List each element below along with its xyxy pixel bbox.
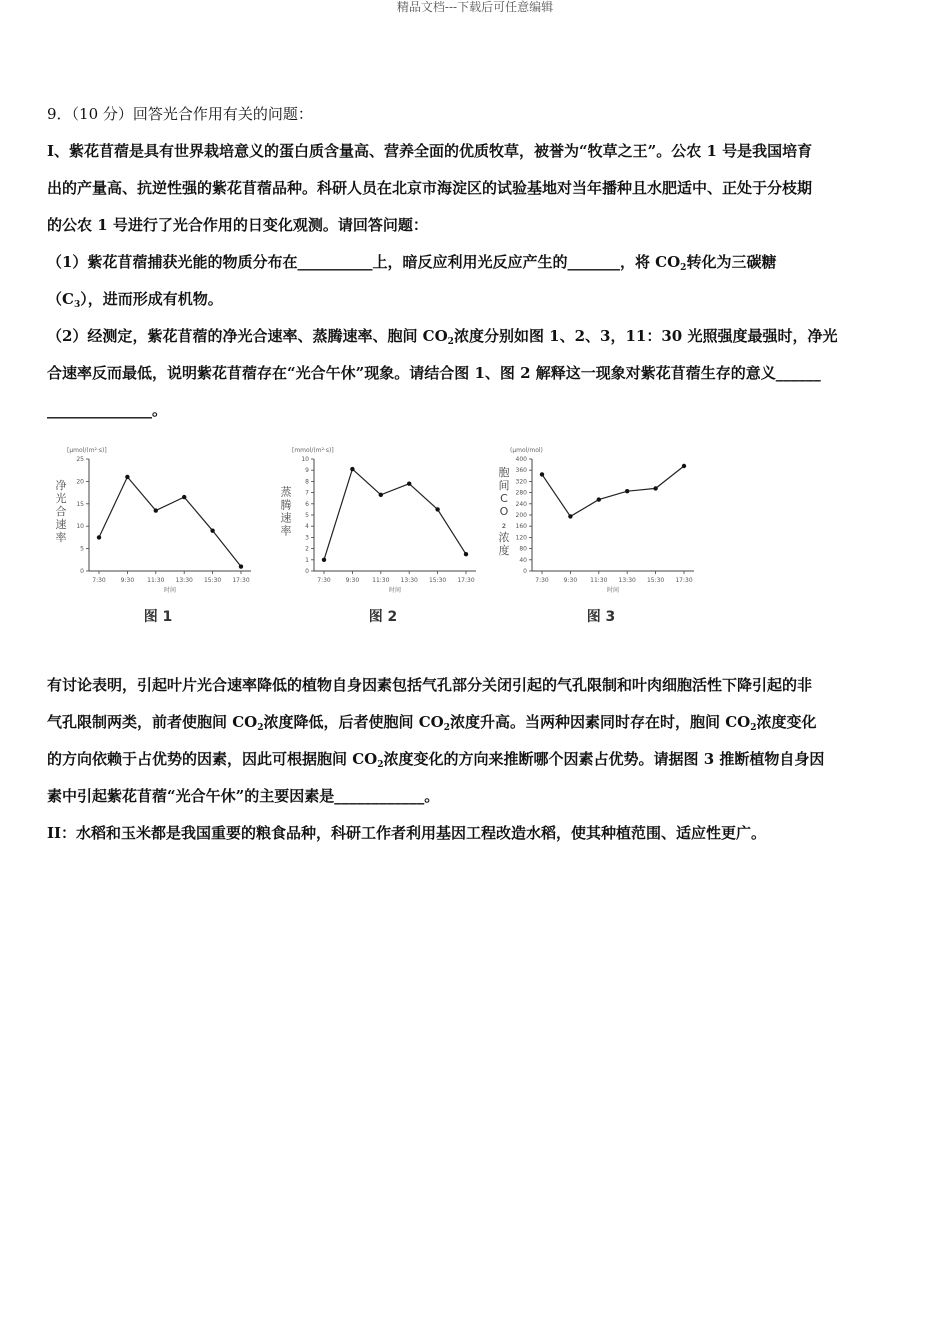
y-tick-label: 80 (519, 545, 527, 553)
figure-row (47, 443, 907, 665)
y-tick-label: 4 (305, 523, 309, 531)
x-tick-label: 13:30 (175, 577, 193, 584)
text-line: II：水稻和玉米都是我国重要的粮食品种，科研工作者利用基因工程改造水稻，使其种植范围、适应性更广。 (47, 824, 767, 842)
x-tick-label: 9:30 (120, 577, 135, 584)
y-tick-label: 15 (76, 500, 84, 508)
y-tick-label: 0 (80, 568, 84, 575)
y-tick-label: 10 (76, 523, 84, 531)
line-chart (276, 443, 486, 663)
y-tick-label: 0 (523, 568, 527, 575)
y-tick-label: 200 (515, 512, 527, 519)
y-axis-label-char: 率 (55, 531, 67, 544)
figure-2 (276, 443, 486, 667)
y-tick-label: 20 (76, 478, 84, 486)
line-chart (51, 443, 261, 663)
x-tick-label: 17:30 (232, 577, 250, 584)
y-tick-label: 320 (515, 478, 527, 486)
figure-3 (494, 443, 704, 667)
y-tick-label: 400 (515, 456, 527, 463)
y-tick-label: 10 (301, 456, 309, 463)
series-line (542, 466, 684, 516)
data-point (97, 535, 101, 539)
data-point (239, 564, 243, 568)
text-segment: 转化为三碳糖 (686, 253, 777, 271)
figure-caption: 图 3 (586, 609, 616, 625)
y-axis-label (499, 466, 510, 557)
y-axis-label-char: 腾 (280, 498, 292, 512)
data-point (568, 514, 572, 518)
y-axis-label-char: 速 (55, 518, 67, 531)
y-axis-label-char: C (500, 492, 508, 505)
y-axis-label-char: 蒸 (280, 485, 292, 499)
x-tick-label: 11:30 (372, 577, 390, 584)
text-line: ______________。 (47, 401, 168, 419)
x-tick-label: 13:30 (400, 577, 418, 584)
x-tick-label: 15:30 (203, 577, 222, 584)
y-unit-label: [μmol/(m²·s)] (67, 447, 107, 454)
y-axis-label-char: 速 (280, 511, 292, 525)
x-tick-label: 11:30 (590, 577, 608, 584)
y-unit-label: [mmol/(m²·s)] (292, 447, 334, 454)
y-axis-label-char: ₂ (501, 518, 507, 531)
y-tick-label: 5 (80, 545, 84, 553)
x-tick-label: 17:30 (675, 577, 693, 584)
y-tick-label: 120 (515, 534, 527, 542)
text-segment: 浓度变化 (756, 713, 817, 731)
x-tick-label: 13:30 (618, 577, 636, 584)
text-line: 出的产量高、抗逆性强的紫花苜蓿品种。科研人员在北京市海淀区的试验基地对当年播种且水肥适中、正处于分枝期 (47, 179, 813, 197)
line-chart (494, 443, 704, 663)
figure-caption: 图 2 (368, 609, 398, 625)
text-segment: 浓度降低，后者使胞间 CO (263, 713, 444, 731)
text-line: 合速率反而最低，说明紫花苜蓿存在“光合午休”现象。请结合图 1、图 2 解释这一现象对紫花苜蓿生存的意义______ (47, 364, 821, 382)
y-axis-label-char: 净 (55, 479, 67, 492)
x-tick-label: 11:30 (147, 577, 165, 584)
text-line (47, 741, 907, 778)
subquestion-1 (47, 244, 907, 281)
text-segment: 浓度分别如图 1、2、3，11：30 光照强度最强时，净光 (453, 327, 838, 345)
x-axis-label: 时间 (606, 587, 620, 594)
subquestion-2 (47, 318, 907, 355)
subscript: 2 (750, 723, 757, 733)
data-point (379, 493, 383, 497)
y-axis-label-char: 间 (498, 479, 510, 492)
text-segment: （1）紫花苜蓿捕获光能的物质分布在__________上，暗反应利用光反应产生的_______，将 CO (47, 253, 681, 271)
y-tick-label: 7 (305, 489, 309, 497)
text-segment: 浓度升高。当两种因素同时存在时，胞间 CO (450, 713, 751, 731)
subscript: 2 (443, 723, 450, 733)
y-unit-label: (μmol/mol) (510, 447, 543, 454)
data-point (210, 528, 214, 532)
y-tick-label: 3 (305, 534, 309, 542)
x-tick-label: 15:30 (646, 577, 665, 584)
y-axis-label-char: 合 (55, 505, 67, 518)
y-axis-label (281, 485, 292, 538)
data-point (540, 472, 544, 476)
text-segment: （2）经测定，紫花苜蓿的净光合速率、蒸腾速率、胞间 CO (47, 327, 448, 345)
y-tick-label: 8 (305, 478, 309, 486)
data-point (407, 481, 411, 485)
data-point (464, 552, 468, 556)
y-axis-label-char: 率 (280, 524, 292, 538)
data-point (653, 486, 657, 490)
text-line: 有讨论表明，引起叶片光合速率降低的植物自身因素包括气孔部分关闭引起的气孔限制和叶肉细胞活性下降引起的非 (47, 676, 813, 694)
text-line: 素中引起紫花苜蓿“光合午休”的主要因素是____________。 (47, 787, 440, 805)
text-line (47, 281, 907, 318)
subscript: 2 (447, 337, 454, 347)
subscript: 2 (377, 760, 384, 770)
y-tick-label: 160 (515, 523, 527, 531)
text-line: I、紫花苜蓿是具有世界栽培意义的蛋白质含量高、营养全面的优质牧草，被誉为“牧草之王”。公农 1 号是我国培育 (47, 142, 813, 160)
x-tick-label: 9:30 (345, 577, 360, 584)
data-point (182, 495, 186, 499)
y-axis-label-char: O (499, 505, 509, 518)
data-point (322, 558, 326, 562)
series-line (99, 477, 241, 567)
data-point (597, 497, 601, 501)
y-tick-label: 5 (305, 512, 309, 519)
data-point (154, 508, 158, 512)
data-point (682, 464, 686, 468)
text-line (47, 704, 907, 741)
data-point (125, 475, 129, 479)
y-axis-label-char: 胞 (498, 466, 510, 479)
text-segment: 气孔限制两类，前者使胞间 CO (47, 713, 258, 731)
x-tick-label: 9:30 (563, 577, 578, 584)
text-segment: 浓度变化的方向来推断哪个因素占优势。请据图 3 推断植物自身因 (383, 750, 825, 768)
page-header: 精品文档---下载后可任意编辑 (396, 0, 554, 14)
text-segment: （C (47, 290, 74, 308)
x-axis-label: 时间 (163, 587, 177, 594)
text-segment: 的方向依赖于占优势的因素，因此可根据胞间 CO (47, 750, 378, 768)
subscript: 2 (257, 723, 264, 733)
y-tick-label: 25 (76, 456, 84, 463)
y-tick-label: 40 (519, 556, 527, 564)
y-tick-label: 280 (515, 489, 527, 497)
x-tick-label: 15:30 (428, 577, 447, 584)
series-line (324, 469, 466, 560)
y-axis-label-char: 光 (55, 492, 67, 505)
text-segment: ），进而形成有机物。 (80, 290, 223, 308)
y-tick-label: 360 (515, 467, 527, 475)
y-tick-label: 6 (305, 500, 309, 508)
y-tick-label: 2 (305, 545, 309, 553)
data-point (435, 507, 439, 511)
figure-caption: 图 1 (143, 609, 173, 625)
y-tick-label: 9 (305, 467, 309, 475)
y-tick-label: 0 (305, 568, 309, 575)
x-axis-label: 时间 (388, 587, 402, 594)
data-point (625, 489, 629, 493)
x-tick-label: 7:30 (317, 577, 331, 584)
y-axis-label-char: 浓 (498, 531, 510, 544)
x-tick-label: 7:30 (535, 577, 549, 584)
question-title: 9．（10 分）回答光合作用有关的问题： (47, 105, 313, 123)
question-body (47, 96, 907, 852)
y-axis-label-char: 度 (498, 544, 510, 557)
data-point (350, 467, 354, 471)
y-tick-label: 1 (305, 556, 309, 564)
x-tick-label: 7:30 (92, 577, 106, 584)
figure-1 (51, 443, 261, 667)
x-tick-label: 17:30 (457, 577, 475, 584)
y-tick-label: 240 (515, 500, 527, 508)
y-axis-label (56, 478, 67, 544)
text-line: 的公农 1 号进行了光合作用的日变化观测。请回答问题： (47, 216, 428, 234)
subscript: 2 (680, 263, 687, 273)
subscript: 3 (73, 300, 81, 310)
